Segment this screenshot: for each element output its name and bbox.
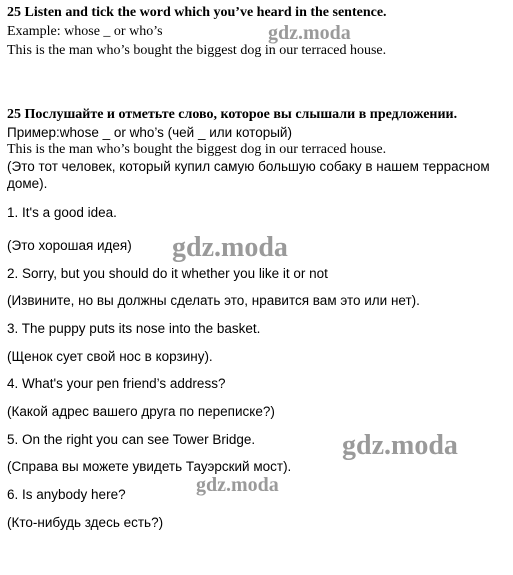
item-5-ru: (Справа вы можете увидеть Тауэрский мост). — [7, 459, 292, 474]
item-2-ru: (Извините, но вы должны сделать это, нравится вам это или нет). — [7, 293, 420, 308]
item-6-ru: (Кто-нибудь здесь есть?) — [7, 515, 164, 530]
item-2-en: 2. Sorry, but you should do it whether you like it or not — [7, 266, 328, 281]
item-1-ru: (Это хорошая идея) — [7, 238, 132, 253]
item-1-en: 1. It's a good idea. — [7, 205, 117, 220]
item-3-en: 3. The puppy puts its nose into the basket. — [7, 321, 261, 336]
item-4-en: 4. What's your pen friend’s address? — [7, 376, 226, 391]
watermark-bottom: gdz.moda — [196, 474, 279, 496]
example-translation-line1: (Это тот человек, который купил самую большую собаку в нашем террасном — [7, 159, 490, 174]
example-line-ru: Пример:whose _ or who’s (чей _ или который) — [7, 125, 292, 140]
example-line-en: Example: whose _ or who’s — [7, 24, 163, 39]
exercise-heading-ru: 25 Послушайте и отметьте слово, которое вы слышали в предложении. — [7, 107, 458, 122]
example-translation-line2: доме). — [7, 176, 48, 191]
watermark-middle: gdz.moda — [172, 232, 288, 263]
item-4-ru: (Какой адрес вашего друга по переписке?) — [7, 404, 275, 419]
item-5-en: 5. On the right you can see Tower Bridge. — [7, 432, 256, 447]
item-6-en: 6. Is anybody here? — [7, 487, 126, 502]
watermark-right: gdz.moda — [342, 430, 458, 461]
example-sentence-ru: This is the man who’s bought the biggest dog in our terraced house. — [7, 142, 387, 157]
item-3-ru: (Щенок сует свой нос в корзину). — [7, 349, 213, 364]
watermark-top: gdz.moda — [268, 22, 351, 44]
example-sentence-en: This is the man who’s bought the biggest dog in our terraced house. — [7, 43, 387, 58]
exercise-heading-en: 25 Listen and tick the word which you’ve heard in the sentence. — [7, 5, 387, 20]
